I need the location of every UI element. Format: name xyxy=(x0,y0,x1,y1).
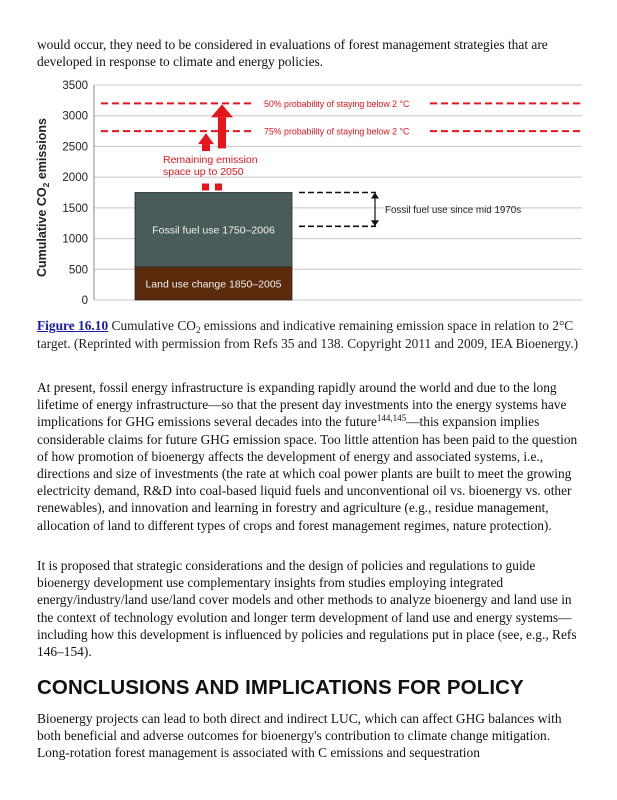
ylabel-main: Cumulative CO xyxy=(35,187,49,277)
arrow-shaft-75 xyxy=(202,144,210,151)
fossil-since-1970s-bracket xyxy=(299,193,521,227)
figure-link[interactable]: Figure 16.10 xyxy=(37,318,109,333)
arrow-head-75 xyxy=(198,133,214,144)
arrow-shaft-50 xyxy=(218,117,226,148)
ylabel-sub: 2 xyxy=(41,182,51,188)
bar-segment-label: Fossil fuel use 1750–2006 xyxy=(152,224,275,237)
remaining-space-arrows xyxy=(163,104,258,190)
paragraph-intro: would occur, they need to be considered in evaluations of forest management strategies that are developed in response to climate and energy policies. xyxy=(37,37,548,70)
y-tick-label: 2500 xyxy=(62,141,88,154)
y-tick-labels xyxy=(62,80,88,307)
y-tick-label: 1000 xyxy=(62,233,88,246)
threshold-label: 75% probability of staying below 2 °C xyxy=(264,126,410,137)
section-heading: CONCLUSIONS AND IMPLICATIONS FOR POLICY xyxy=(37,676,524,699)
remaining-space-label: Remaining emission xyxy=(163,154,258,166)
figure-caption xyxy=(37,317,585,352)
caption-subscript: 2 xyxy=(195,325,201,335)
paragraph-conclusions: Bioenergy projects can lead to both direct and indirect LUC, which can affect GHG balances with both beneficial and adverse outcomes for bioenergy's contribution to climate change mitigation. Long-rotation forest management is associated with C emissions and sequestration xyxy=(37,711,562,761)
citation-superscript[interactable]: 144,145 xyxy=(376,413,407,424)
y-tick-label: 3000 xyxy=(62,110,88,123)
y-axis-label xyxy=(35,118,51,277)
p1-text-2: —this expansion implies considerable claims for future GHG emission space. Too little attention has been paid to the question of how promotion of bioenergy affects the development of energy and associated systems, i.e., directions and size of investments (the rate at which coal power plants are built to meet the growing electricity demand, R&D into coal-based liquid fuels and unconventional oil vs. bioenergy vs. other renewables), and innovation and learning in forestry and agriculture (e.g., residue management, allocation of land to different types of crops and forest management regimes, nature protection). xyxy=(37,414,578,533)
ylabel-tail: emissions xyxy=(35,118,49,183)
y-tick-label: 3500 xyxy=(62,80,88,92)
bracket-label: Fossil fuel use since mid 1970s xyxy=(385,204,522,216)
marker-square xyxy=(202,184,209,191)
marker-square xyxy=(215,184,222,191)
y-tick-label: 1500 xyxy=(62,202,88,215)
paragraph-infrastructure xyxy=(37,379,585,534)
remaining-space-label: space up to 2050 xyxy=(163,166,244,178)
threshold-label: 50% probability of staying below 2 °C xyxy=(264,98,410,109)
bracket-arrow-up xyxy=(371,193,379,199)
y-tick-label: 0 xyxy=(81,295,88,307)
paragraph-strategic: It is proposed that strategic considerations and the design of policies and regulations to guide bioenergy development use complementary insights from studies employing integrated energy/industry/land use/land cover models and other methods to analyze bioenergy and land use in the context of technology evolution and longer term development of land use and energy systems—including how this development is influenced by policies and regulations put in place (see, e.g., Refs 146–154). xyxy=(37,558,577,660)
threshold-lines xyxy=(101,99,580,137)
bracket-arrow-down xyxy=(371,220,379,226)
caption-text-1: Cumulative CO xyxy=(108,318,196,333)
y-tick-label: 2000 xyxy=(62,172,88,185)
arrow-head-50 xyxy=(211,104,233,117)
bar-segment-label: Land use change 1850–2005 xyxy=(145,278,282,291)
caption-text-2: emissions and indicative remaining emission space in relation to 2°C target. (Reprinted with permission from Refs 35 and 138. Copyright 2011 and 2009, IEA Bioenergy.) xyxy=(37,318,579,351)
y-tick-label: 500 xyxy=(68,264,88,277)
stacked-bar xyxy=(135,193,292,301)
p1-text-1: At present, fossil energy infrastructure is expanding rapidly around the world and due to the long lifetime of energy infrastructure—so that the present day investments into the energy systems have implications for GHG emissions several decades into the future xyxy=(37,380,567,430)
